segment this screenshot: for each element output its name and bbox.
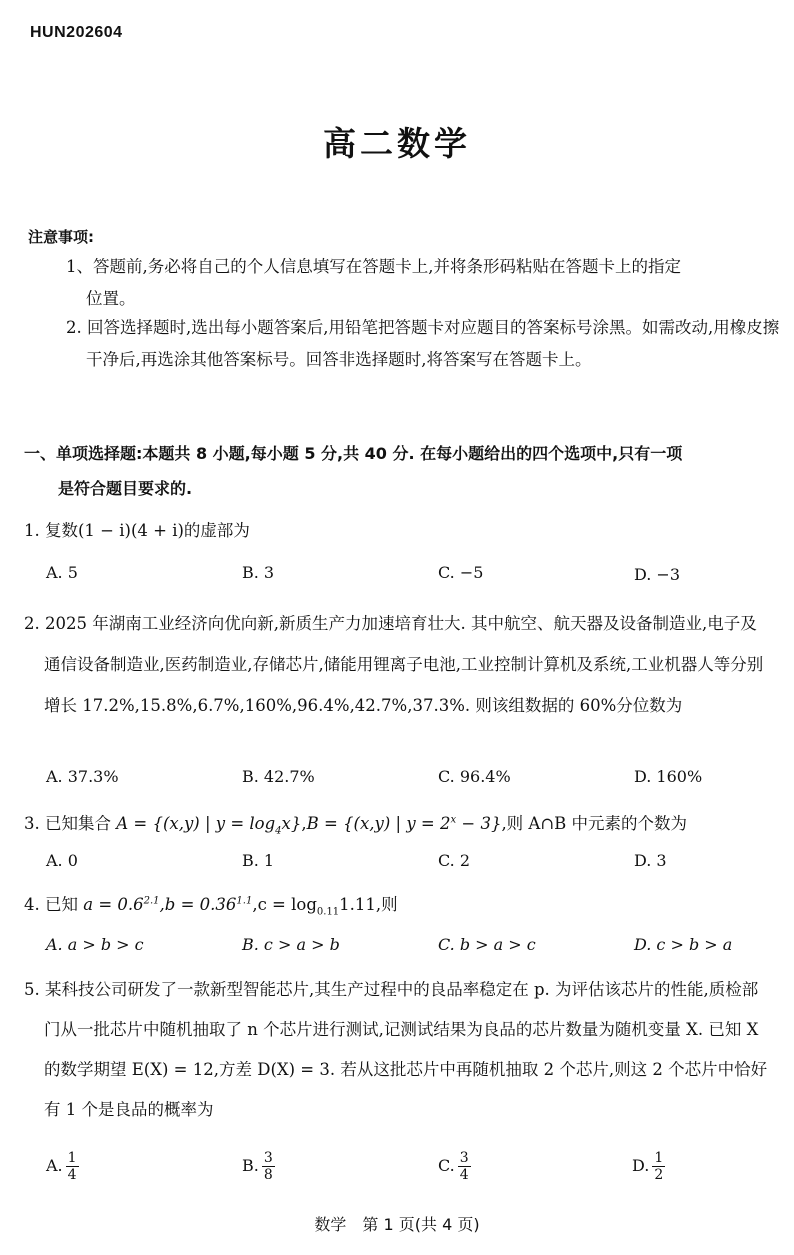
question-3-suffix: ,则 A∩B 中元素的个数为 <box>501 814 688 833</box>
q3-option-d: D. 3 <box>634 851 667 870</box>
section-heading-line1: 一、单项选择题:本题共 8 小题,每小题 5 分,共 40 分. 在每小题给出的四个选项中,只有一项 <box>24 444 683 463</box>
q3-option-c: C. 2 <box>438 851 471 870</box>
q1-option-c: C. −5 <box>438 563 484 582</box>
c-value: 1.11,则 <box>339 895 398 914</box>
note-item-1-line1: 1、答题前,务必将自己的个人信息填写在答题卡上,并将条形码粘贴在答题卡上的指定 <box>66 257 681 276</box>
q5-option-c-denominator: 4 <box>459 1167 469 1183</box>
q4-option-a: A. a > b > c <box>46 935 144 954</box>
set-a-expr <box>116 814 302 837</box>
note-item-1 <box>66 251 770 315</box>
q5-option-d-denominator: 2 <box>654 1167 664 1183</box>
q5-option-a-numerator: 1 <box>67 1150 77 1166</box>
q5-option-b-label: B. <box>242 1156 259 1175</box>
q1-option-a: A. 5 <box>46 563 78 582</box>
q2-option-d: D. 160% <box>634 767 703 786</box>
q5-option-b-numerator: 3 <box>263 1150 273 1166</box>
question-4 <box>24 888 772 921</box>
set-a-part1: A = {(x,y) | y = log <box>116 814 276 833</box>
question-1 <box>24 514 772 547</box>
question-5 <box>24 970 772 1130</box>
q3-option-b: B. 1 <box>242 851 275 870</box>
q5-option-b-fraction <box>262 1150 275 1183</box>
q2-option-c: C. 96.4% <box>438 767 511 786</box>
c-log-base: 0.11 <box>316 906 340 918</box>
question-2 <box>24 603 772 726</box>
b-exponent: 1.1 <box>236 895 253 907</box>
q5-option-a-fraction <box>66 1150 79 1183</box>
a-value: a = 0.6 <box>83 895 144 914</box>
q5-option-b <box>242 1150 275 1183</box>
q5-option-d-label: D. <box>632 1156 650 1175</box>
notes-heading: 注意事项: <box>28 228 94 246</box>
question-3 <box>24 807 772 840</box>
q1-option-b: B. 3 <box>242 563 275 582</box>
q5-option-d <box>632 1150 665 1183</box>
question-3-comma: , <box>301 814 307 833</box>
question-2-stem: 2. 2025 年湖南工业经济向优向新,新质生产力加速培育壮大. 其中航空、航天器及设备制造业,电子及通信设备制造业,医药制造业,存储芯片,储能用锂离子电池,工业控制计算机及系统,工业机器人等分别增长 17.2%,15.8%,6.7%,160%,96.4%,42.7%,37.3%. 则该组数据的 60%分位数为 <box>24 614 764 715</box>
exam-code: HUN202604 <box>30 24 123 41</box>
q2-option-a: A. 37.3% <box>46 767 119 786</box>
c-expr <box>252 895 398 918</box>
set-b-expr <box>307 814 502 833</box>
q5-option-a-denominator: 4 <box>67 1167 77 1183</box>
a-exponent: 2.1 <box>143 895 160 907</box>
q5-option-c <box>438 1150 471 1183</box>
question-3-prefix: 3. 已知集合 <box>24 814 117 833</box>
set-b-part2: − 3} <box>456 814 502 833</box>
note-item-1-line2: 位置。 <box>86 289 136 308</box>
section-heading <box>24 436 772 506</box>
c-log: ,c = log <box>252 895 317 914</box>
section-heading-line2: 是符合题目要求的. <box>58 479 193 498</box>
b-expr <box>160 895 253 914</box>
set-a-log-base: 4 <box>275 825 282 837</box>
q5-option-c-fraction <box>458 1150 471 1183</box>
page-footer: 数学 第 1 页(共 4 页) <box>314 1215 480 1234</box>
q5-option-b-denominator: 8 <box>263 1167 273 1183</box>
set-b-part1: B = {(x,y) | y = 2 <box>306 814 451 833</box>
q5-option-a <box>46 1150 79 1183</box>
b-value: ,b = 0.36 <box>159 895 237 914</box>
page-title: 高二数学 <box>323 124 471 163</box>
note-item-2: 2. 回答选择题时,选出每小题答案后,用铅笔把答题卡对应题目的答案标号涂黑。如需改动,用橡皮擦干净后,再选涂其他答案标号。回答非选择题时,将答案写在答题卡上。 <box>66 318 780 369</box>
q3-option-a: A. 0 <box>46 851 78 870</box>
q5-option-d-fraction <box>652 1150 665 1183</box>
question-5-stem: 5. 某科技公司研发了一款新型智能芯片,其生产过程中的良品率稳定在 p. 为评估该芯片的性能,质检部门从一批芯片中随机抽取了 n 个芯片进行测试,记测试结果为良品的芯片数量为随机变量 X. 已知 X 的数学期望 E(X) = 12,方差 D(X) = 3. 若从这批芯片中再随机抽取 2 个芯片,则这 2 个芯片中恰好有 1 个是良品的概率为 <box>24 980 768 1119</box>
q4-option-c: C. b > a > c <box>438 935 536 954</box>
q5-option-c-label: C. <box>438 1156 455 1175</box>
q1-option-d: D. −3 <box>634 565 681 584</box>
set-a-part2: x} <box>281 814 302 833</box>
q2-option-b: B. 42.7% <box>242 767 315 786</box>
q5-option-d-numerator: 1 <box>654 1150 664 1166</box>
question-4-prefix: 4. 已知 <box>24 895 84 914</box>
q5-option-c-numerator: 3 <box>459 1150 469 1166</box>
set-b-exponent: x <box>450 814 457 826</box>
a-expr <box>83 895 159 914</box>
q4-option-b: B. c > a > b <box>242 935 340 954</box>
q4-option-d: D. c > b > a <box>634 935 733 954</box>
question-1-stem: 1. 复数(1 − i)(4 + i)的虚部为 <box>24 521 250 540</box>
q5-option-a-label: A. <box>46 1156 63 1175</box>
